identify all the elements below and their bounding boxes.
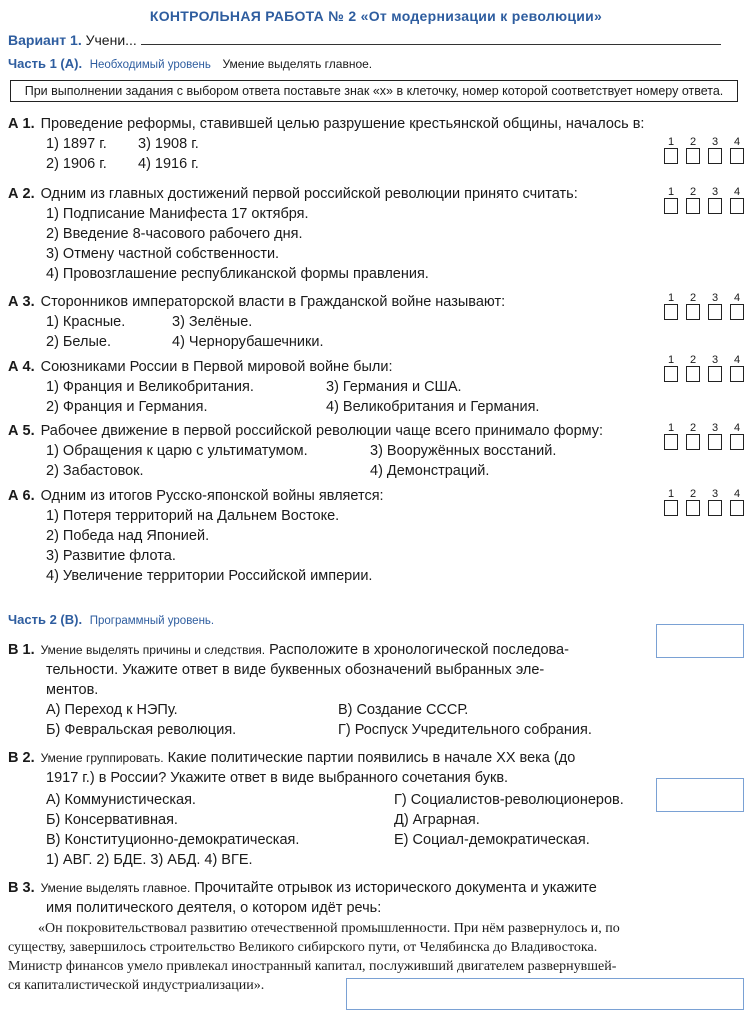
question-skill: Умение выделять главное. (40, 881, 191, 895)
grid-number: 3 (711, 488, 719, 500)
grid-number: 1 (667, 488, 675, 500)
answer-grid-a2 (660, 186, 748, 214)
part1-label: Часть 1 (А). (8, 56, 83, 71)
answer-box-b3[interactable] (346, 978, 744, 1010)
answer-checkbox[interactable] (730, 366, 744, 382)
option: Г) Роспуск Учредительного собрания. (338, 722, 592, 738)
question-skill: Умение выделять причины и следствия. (40, 643, 266, 657)
answer-checkbox[interactable] (708, 304, 722, 320)
option: 1) Подписание Манифеста 17 октября. (46, 206, 309, 222)
option: Д) Аграрная. (394, 812, 480, 828)
answer-grid-a1 (660, 136, 748, 164)
grid-number: 3 (711, 292, 719, 304)
option: Е) Социал-демократическая. (394, 832, 590, 848)
quote-line: «Он покровительствовал развитию отечественной промышленности. При нём развернулось и, по (38, 921, 620, 936)
answer-checkbox[interactable] (708, 366, 722, 382)
answer-checkbox[interactable] (686, 434, 700, 450)
option: 2) Франция и Германия. (46, 399, 208, 415)
grid-number: 1 (667, 186, 675, 198)
question-a1 (8, 114, 644, 134)
part1-level: Необходимый уровень (89, 59, 211, 71)
grid-number: 4 (733, 488, 741, 500)
part1-skill: Умение выделять главное. (222, 57, 373, 71)
question-text: Расположите в хронологической последова- (269, 642, 569, 658)
option: 2) 1906 г. (46, 156, 107, 172)
option: В) Конституционно-демократическая. (46, 832, 300, 848)
grid-number: 2 (689, 354, 697, 366)
option: 2) Победа над Японией. (46, 528, 210, 544)
question-b1 (8, 640, 648, 660)
answer-checkbox[interactable] (686, 148, 700, 164)
grid-number: 2 (689, 292, 697, 304)
answer-choices: 1) АВГ. 2) БДЕ. 3) АБД. 4) ВГЕ. (46, 852, 253, 868)
grid-number: 2 (689, 186, 697, 198)
option: А) Коммунистическая. (46, 792, 196, 808)
option: 1) Обращения к царю с ультиматумом. (46, 443, 308, 459)
variant-line (8, 32, 721, 48)
option: 3) 1908 г. (138, 136, 199, 152)
question-text: Союзниками России в Первой мировой войне были: (40, 359, 393, 375)
option: 2) Введение 8-часового рабочего дня. (46, 226, 303, 242)
answer-checkbox[interactable] (664, 366, 678, 382)
part2-label: Часть 2 (В). (8, 612, 83, 627)
answer-grid-a4 (660, 354, 748, 382)
question-number: В 3. (8, 880, 35, 896)
grid-number: 3 (711, 186, 719, 198)
option: 2) Белые. (46, 334, 111, 350)
question-text: имя политического деятеля, о котором идёт речь: (46, 900, 382, 916)
question-number: А 6. (8, 488, 35, 504)
answer-checkbox[interactable] (708, 148, 722, 164)
grid-number: 4 (733, 292, 741, 304)
grid-number: 3 (711, 136, 719, 148)
grid-number: 2 (689, 488, 697, 500)
grid-number: 4 (733, 354, 741, 366)
option: 4) 1916 г. (138, 156, 199, 172)
grid-number: 4 (733, 136, 741, 148)
answer-checkbox[interactable] (730, 434, 744, 450)
option: 3) Развитие флота. (46, 548, 176, 564)
answer-checkbox[interactable] (708, 198, 722, 214)
question-text: Прочитайте отрывок из исторического документа и укажите (194, 880, 597, 896)
option: Б) Консервативная. (46, 812, 178, 828)
student-label: Учени... (85, 32, 137, 48)
option: 3) Зелёные. (172, 314, 253, 330)
grid-number: 4 (733, 422, 741, 434)
answer-checkbox[interactable] (730, 500, 744, 516)
quote-line: существу, завершилось строительство Великого сибирского пути, от Челябинска до Владивостока. (8, 940, 598, 955)
question-text: Сторонников императорской власти в Гражданской войне называют: (40, 294, 506, 310)
option: Б) Февральская революция. (46, 722, 237, 738)
answer-checkbox[interactable] (664, 434, 678, 450)
question-text: ментов. (46, 682, 99, 698)
part2-header (8, 612, 214, 627)
option: 1) Франция и Великобритания. (46, 379, 254, 395)
quote-line: ся капиталистической индустриализации». (8, 978, 265, 993)
answer-checkbox[interactable] (664, 304, 678, 320)
instruction-box: При выполнении задания с выбором ответа поставьте знак «х» в клеточку, номер которой соответствует номеру ответа. (10, 80, 738, 102)
part2-level: Программный уровень. (89, 615, 215, 627)
answer-checkbox[interactable] (730, 304, 744, 320)
grid-number: 2 (689, 136, 697, 148)
grid-number: 1 (667, 354, 675, 366)
option: 1) Красные. (46, 314, 126, 330)
worksheet-title: КОНТРОЛЬНАЯ РАБОТА № 2 «От модернизации к революции» (149, 8, 603, 24)
answer-grid-a6 (660, 488, 748, 516)
question-number: А 3. (8, 294, 35, 310)
question-number: А 4. (8, 359, 35, 375)
option: 3) Отмену частной собственности. (46, 246, 280, 262)
grid-number: 1 (667, 136, 675, 148)
answer-checkbox[interactable] (686, 198, 700, 214)
option: 2) Забастовок. (46, 463, 144, 479)
question-text: Рабочее движение в первой российской революции чаще всего принимало форму: (40, 423, 604, 439)
question-a4 (8, 357, 392, 377)
question-skill: Умение группировать. (40, 751, 164, 765)
answer-checkbox[interactable] (664, 500, 678, 516)
question-text: Одним из итогов Русско-японской войны является: (40, 488, 384, 504)
option: 4) Увеличение территории Российской империи. (46, 568, 373, 584)
question-number: В 2. (8, 750, 35, 766)
question-text: тельности. Укажите ответ в виде буквенных обозначений выбранных эле- (46, 662, 545, 678)
question-b3 (8, 878, 597, 898)
part1-header (8, 56, 372, 71)
answer-checkbox[interactable] (730, 148, 744, 164)
question-a3 (8, 292, 505, 312)
answer-checkbox[interactable] (664, 198, 678, 214)
answer-checkbox[interactable] (708, 434, 722, 450)
question-number: А 2. (8, 186, 35, 202)
grid-number: 3 (711, 422, 719, 434)
answer-grid-a5 (660, 422, 748, 450)
quote-line: Министр финансов умело привлекал иностранный капитал, послуживший двигателем развернувшей- (8, 959, 617, 974)
student-name-field[interactable] (141, 32, 721, 45)
question-number: А 5. (8, 423, 35, 439)
grid-number: 1 (667, 422, 675, 434)
option: А) Переход к НЭПу. (46, 702, 178, 718)
option: В) Создание СССР. (338, 702, 469, 718)
answer-checkbox[interactable] (730, 198, 744, 214)
answer-box-b2[interactable] (656, 778, 744, 812)
question-text: Какие политические партии появились в начале XX века (до (167, 750, 576, 766)
variant-label: Вариант 1. (8, 32, 82, 48)
grid-number: 3 (711, 354, 719, 366)
question-number: А 1. (8, 116, 35, 132)
grid-number: 2 (689, 422, 697, 434)
option: 4) Чернорубашечники. (172, 334, 324, 350)
question-a5 (8, 421, 603, 441)
option: 4) Демонстраций. (370, 463, 490, 479)
option: 1) 1897 г. (46, 136, 107, 152)
answer-checkbox[interactable] (686, 304, 700, 320)
answer-checkbox[interactable] (686, 366, 700, 382)
question-b2 (8, 748, 575, 768)
question-a2 (8, 184, 578, 204)
question-number: В 1. (8, 642, 35, 658)
answer-checkbox[interactable] (686, 500, 700, 516)
option: Г) Социалистов-революционеров. (394, 792, 624, 808)
question-text: Проведение реформы, ставившей целью разрушение крестьянской общины, началось в: (40, 116, 645, 132)
question-text: 1917 г.) в России? Укажите ответ в виде выбранного сочетания букв. (46, 770, 509, 786)
answer-grid-a3 (660, 292, 748, 320)
answer-checkbox[interactable] (664, 148, 678, 164)
answer-box-b1[interactable] (656, 624, 744, 658)
option: 3) Германия и США. (326, 379, 462, 395)
question-a6 (8, 486, 384, 506)
grid-number: 1 (667, 292, 675, 304)
option: 4) Провозглашение республиканской формы правления. (46, 266, 429, 282)
option: 3) Вооружённых восстаний. (370, 443, 557, 459)
option: 1) Потеря территорий на Дальнем Востоке. (46, 508, 340, 524)
option: 4) Великобритания и Германия. (326, 399, 540, 415)
answer-checkbox[interactable] (708, 500, 722, 516)
grid-number: 4 (733, 186, 741, 198)
question-text: Одним из главных достижений первой российской революции принято считать: (40, 186, 578, 202)
